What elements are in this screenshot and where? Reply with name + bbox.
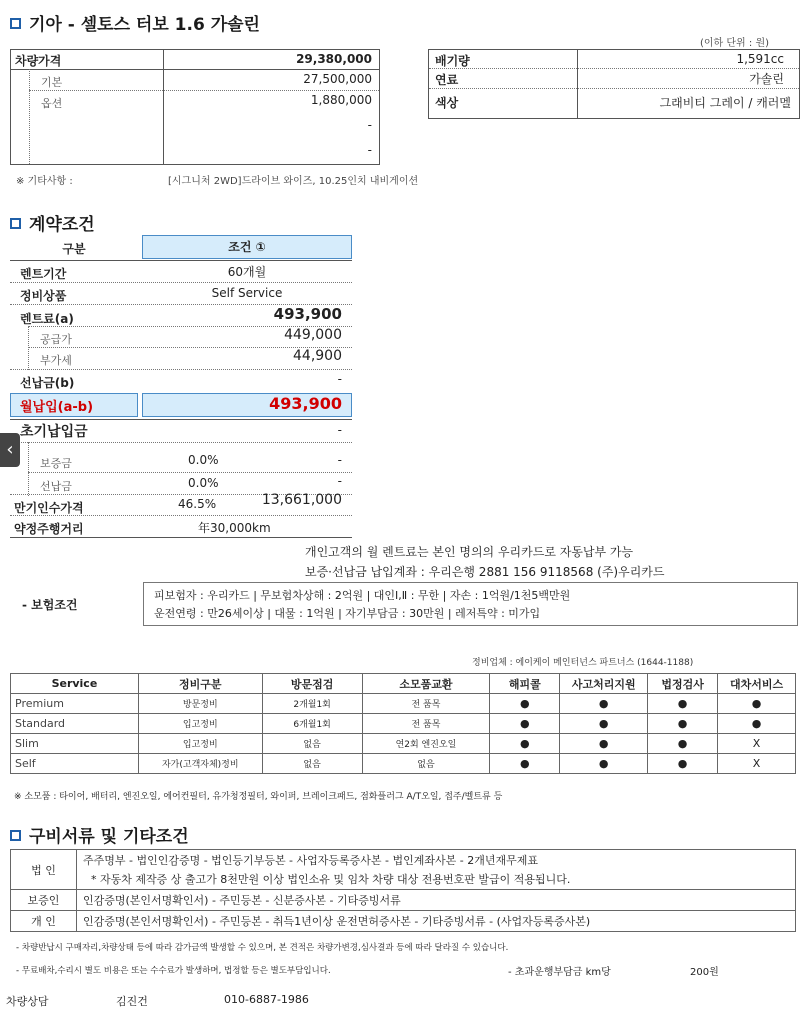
spec-value: 1,591cc (736, 52, 784, 66)
excess-mileage-value: 200원 (690, 967, 719, 978)
vendor-info: 정비업체 : 에이케이 메인터넌스 파트너스 (1644-1188) (472, 658, 694, 668)
service-type: 입고정비 (138, 734, 262, 754)
price-box (10, 49, 380, 165)
insurance-box (143, 582, 798, 626)
supply-price-label: 공급가 (40, 333, 72, 346)
service-type: 자가(고객자체)정비 (138, 754, 262, 774)
spec-label: 연료 (435, 73, 459, 87)
doc-requirement-text: 인감증명(본인서명확인서) - 주민등본 - 취득1년이상 운전면허증사본 - 기타증빙서류 - (사업자등록증사본) (77, 911, 796, 932)
spec-label: 색상 (435, 96, 459, 110)
mark-happycall: ● (490, 714, 560, 734)
page-title: 기아 - 셀토스 터보 1.6 가솔린 (10, 10, 260, 35)
section-marker-icon (10, 18, 21, 29)
mileage-value: 年30,000km (198, 521, 271, 535)
deposit-label: 보증금 (40, 457, 72, 470)
deposit-value: - (337, 453, 342, 467)
residual-pct: 46.5% (178, 497, 217, 511)
service-visit: 없음 (262, 734, 362, 754)
initial-payment-label: 초기납입금 (20, 424, 88, 440)
mark-accident: ● (560, 694, 648, 714)
col-header: 방문점검 (262, 674, 362, 694)
table-row (11, 850, 796, 890)
price-extra-value: - (367, 143, 372, 157)
account-note: 보증·선납금 납입계좌 : 우리은행 2881 156 9118568 (주)우리카드 (305, 565, 665, 579)
residual-value: 13,661,000 (261, 492, 342, 508)
mark-inspection: ● (648, 714, 718, 734)
mark-loaner: ● (718, 694, 796, 714)
maintenance-value: Self Service (211, 286, 283, 300)
col-header: 대차서비스 (718, 674, 796, 694)
service-visit: 6개월1회 (262, 714, 362, 734)
prepaid-label: 선납금 (40, 480, 72, 493)
return-note: - 차량반납시 구매자리,차량상태 등에 따라 감가금액 발생할 수 있으며, 본 견적은 차량가변경,심사결과 등에 따라 달라질 수 있습니다. (16, 943, 509, 953)
vat-label: 부가세 (40, 354, 72, 367)
residual-label: 만기인수가격 (14, 501, 84, 515)
table-row (11, 890, 796, 911)
price-base-label: 기본 (41, 76, 63, 89)
table-header-row (11, 674, 796, 694)
col-header: 해피콜 (490, 674, 560, 694)
table-row (11, 754, 796, 774)
mark-inspection: ● (648, 734, 718, 754)
service-name: Self (11, 754, 139, 774)
table-row (11, 694, 796, 714)
mark-happycall: ● (490, 694, 560, 714)
monthly-payment-value: 493,900 (269, 394, 342, 413)
table-row (11, 714, 796, 734)
excess-mileage-label: - 초과운행부담금 km당 (508, 967, 611, 978)
section-marker-icon (10, 830, 21, 841)
contact-name: 김진건 (116, 995, 148, 1008)
mark-loaner: X (718, 754, 796, 774)
service-name: Premium (11, 694, 139, 714)
etc-value: [시그니처 2WD]드라이브 와이즈, 10.25인치 내비게이션 (168, 176, 419, 187)
prepaid-value: - (337, 474, 342, 488)
table-row (11, 734, 796, 754)
contact-phone: 010-6887-1986 (224, 993, 309, 1006)
service-parts: 연2회 엔진오일 (362, 734, 490, 754)
price-label: 차량가격 (15, 54, 62, 68)
insurance-line: 피보험자 : 우리카드 | 무보험차상해 : 2억원 | 대인Ⅰ,Ⅱ : 무한 | 자손 : 1억원/1천5백만원 (154, 589, 571, 602)
mark-loaner: ● (718, 714, 796, 734)
spec-value: 그래비티 그레이 / 캐러멜 (659, 96, 791, 110)
section-marker-icon (10, 218, 21, 229)
service-parts: 전 품목 (362, 694, 490, 714)
spec-box (428, 49, 800, 119)
price-total: 29,380,000 (296, 52, 372, 66)
service-name: Slim (11, 734, 139, 754)
col-header: 법정검사 (648, 674, 718, 694)
deposit-pct: 0.0% (188, 453, 219, 467)
rent-period-label: 렌트기간 (20, 267, 67, 281)
prepay-value: - (337, 372, 342, 386)
rent-fee-label: 렌트료(a) (20, 312, 74, 326)
supply-price-value: 449,000 (284, 327, 342, 343)
mark-happycall: ● (490, 734, 560, 754)
prepay-label: 선납금(b) (20, 376, 75, 390)
vat-value: 44,900 (293, 348, 342, 364)
mark-accident: ● (560, 734, 648, 754)
rent-period-value: 60개월 (227, 265, 267, 279)
initial-payment-value: - (337, 423, 342, 437)
table-row (11, 911, 796, 932)
insurance-label: - 보험조건 (22, 598, 78, 612)
mark-inspection: ● (648, 754, 718, 774)
col-header: 사고처리지원 (560, 674, 648, 694)
autopay-note: 개인고객의 월 렌트료는 본인 명의의 우리카드로 자동납부 가능 (305, 545, 634, 559)
mark-accident: ● (560, 754, 648, 774)
prepaid-pct: 0.0% (188, 476, 219, 490)
doc-requirement-note: * 자동차 제작증 상 출고가 8천만원 이상 법인소유 및 임차 차량 대상 전용번호판 발급이 적용됩니다. (91, 873, 571, 886)
mark-accident: ● (560, 714, 648, 734)
doc-type-label: 보증인 (11, 890, 77, 911)
spec-label: 배기량 (435, 54, 470, 68)
col-header: 정비구분 (138, 674, 262, 694)
rent-fee-value: 493,900 (273, 305, 342, 323)
chevron-left-icon[interactable]: ‹ (0, 433, 20, 467)
doc-requirements (77, 850, 796, 890)
service-type: 입고정비 (138, 714, 262, 734)
price-extra-value: - (367, 118, 372, 132)
contact-label: 차량상담 (6, 995, 49, 1008)
insurance-line: 운전연령 : 만26세이상 | 대물 : 1억원 | 자기부담금 : 30만원 | 레저특약 : 미가입 (154, 607, 541, 620)
service-parts: 전 품목 (362, 714, 490, 734)
mileage-label: 약정주행거리 (14, 522, 84, 536)
parts-footnote: ※ 소모품 : 타이어, 배터리, 엔진오일, 에어컨필터, 유가청정필터, 와이퍼, 브레이크패드, 점화플러그 A/T오일, 접주/벨트류 등 (14, 792, 503, 802)
unit-note: (이하 단위 : 원) (700, 38, 770, 49)
doc-type-label: 개 인 (11, 911, 77, 932)
etc-label: ※ 기타사항 : (16, 176, 73, 187)
price-base-value: 27,500,000 (303, 72, 372, 86)
contract-col-value: 조건 ① (142, 235, 352, 259)
mark-inspection: ● (648, 694, 718, 714)
docs-title: 구비서류 및 기타조건 (10, 822, 189, 847)
price-option-label: 옵션 (41, 97, 63, 110)
col-header: Service (11, 674, 139, 694)
service-table (10, 673, 796, 774)
mark-happycall: ● (490, 754, 560, 774)
price-option-value: 1,880,000 (310, 93, 372, 107)
mark-loaner: X (718, 734, 796, 754)
service-name: Standard (11, 714, 139, 734)
contract-title: 계약조건 (10, 210, 95, 235)
doc-requirement-text: 인감증명(본인서명확인서) - 주민등본 - 신분증사본 - 기타증빙서류 (77, 890, 796, 911)
service-parts: 없음 (362, 754, 490, 774)
maintenance-label: 정비상품 (20, 289, 67, 303)
doc-requirement-text: 주주명부 - 법인인감증명 - 법인등기부등본 - 사업자등록증사본 - 법인계좌사본 - 2개년재무제표 (83, 854, 538, 867)
doc-type-label: 법 인 (11, 850, 77, 890)
fee-note: - 무료배차,수리시 별도 비용은 또는 수수료가 발생하며, 법정할 등은 별도부담입니다. (16, 966, 331, 976)
service-type: 방문정비 (138, 694, 262, 714)
service-visit: 2개월1회 (262, 694, 362, 714)
spec-value: 가솔린 (749, 72, 784, 86)
contract-col-label: 구분 (62, 242, 86, 256)
service-visit: 없음 (262, 754, 362, 774)
col-header: 소모품교환 (362, 674, 490, 694)
docs-table (10, 849, 796, 932)
monthly-payment-label: 월납입(a-b) (20, 400, 94, 415)
